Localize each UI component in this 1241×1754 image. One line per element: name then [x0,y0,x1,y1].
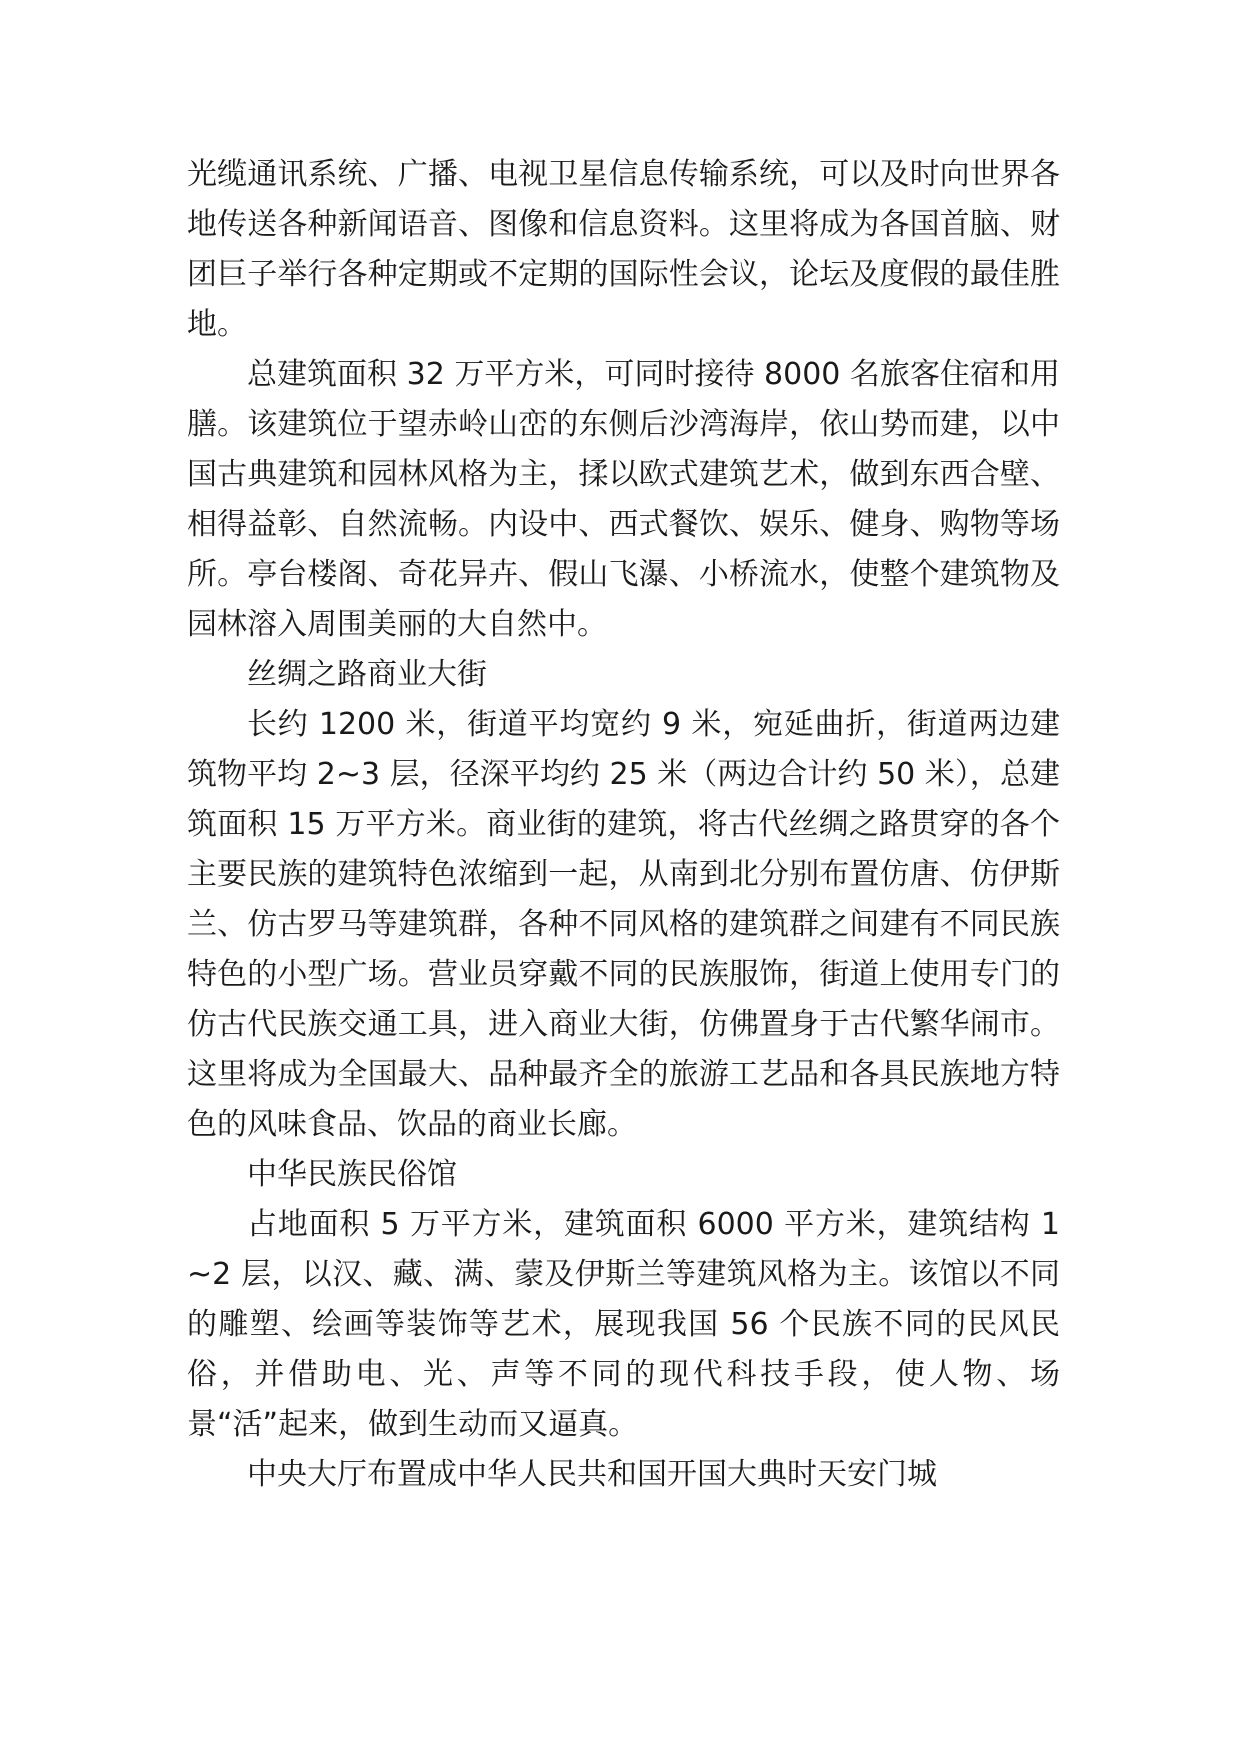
paragraph-central-hall: 中央大厅布置成中华人民共和国开国大典时天安门城 [247,1457,937,1492]
paragraph-folk-museum: 占地面积 5 万平方米，建筑面积 6000 平方米，建筑结构 1~2 层，以汉、藏、满、蒙及伊斯兰等建筑风格为主。该馆以不同的雕塑、绘画等装饰等艺术，展现我国 56 个民族不同的民风民俗，并借助电、光、声等不同的现代科技手段，使人物、场景“活”起来，做到生动而又逼真。 [187,1207,1060,1442]
document-body [187,150,1060,1500]
paragraph-communications: 光缆通讯系统、广播、电视卫星信息传输系统，可以及时向世界各地传送各种新闻语音、图像和信息资料。这里将成为各国首脑、财团巨子举行各种定期或不定期的国际性会议，论坛及度假的最佳胜地。 [187,157,1060,342]
heading-silk-road-street: 丝绸之路商业大街 [247,657,487,692]
heading-folk-museum: 中华民族民俗馆 [247,1157,457,1192]
paragraph-silk-road-street: 长约 1200 米，街道平均宽约 9 米，宛延曲折，街道两边建筑物平均 2~3 层，径深平均约 25 米（两边合计约 50 米），总建筑面积 15 万平方米。商业街的建筑，将古代丝绸之路贯穿的各个主要民族的建筑特色浓缩到一起，从南到北分别布置仿唐、仿伊斯兰、仿古罗马等建筑群，各种不同风格的建筑群之间建有不同民族特色的小型广场。营业员穿戴不同的民族服饰，街道上使用专门的仿古代民族交通工具，进入商业大街，仿佛置身于古代繁华闹市。这里将成为全国最大、品种最齐全的旅游工艺品和各具民族地方特色的风味食品、饮品的商业长廊。 [187,707,1060,1142]
paragraph-building-area: 总建筑面积 32 万平方米，可同时接待 8000 名旅客住宿和用膳。该建筑位于望赤岭山峦的东侧后沙湾海岸，依山势而建，以中国古典建筑和园林风格为主，揉以欧式建筑艺术，做到东西合壁、相得益彰、自然流畅。内设中、西式餐饮、娱乐、健身、购物等场所。亭台楼阁、奇花异卉、假山飞瀑、小桥流水，使整个建筑物及园林溶入周围美丽的大自然中。 [187,357,1060,642]
